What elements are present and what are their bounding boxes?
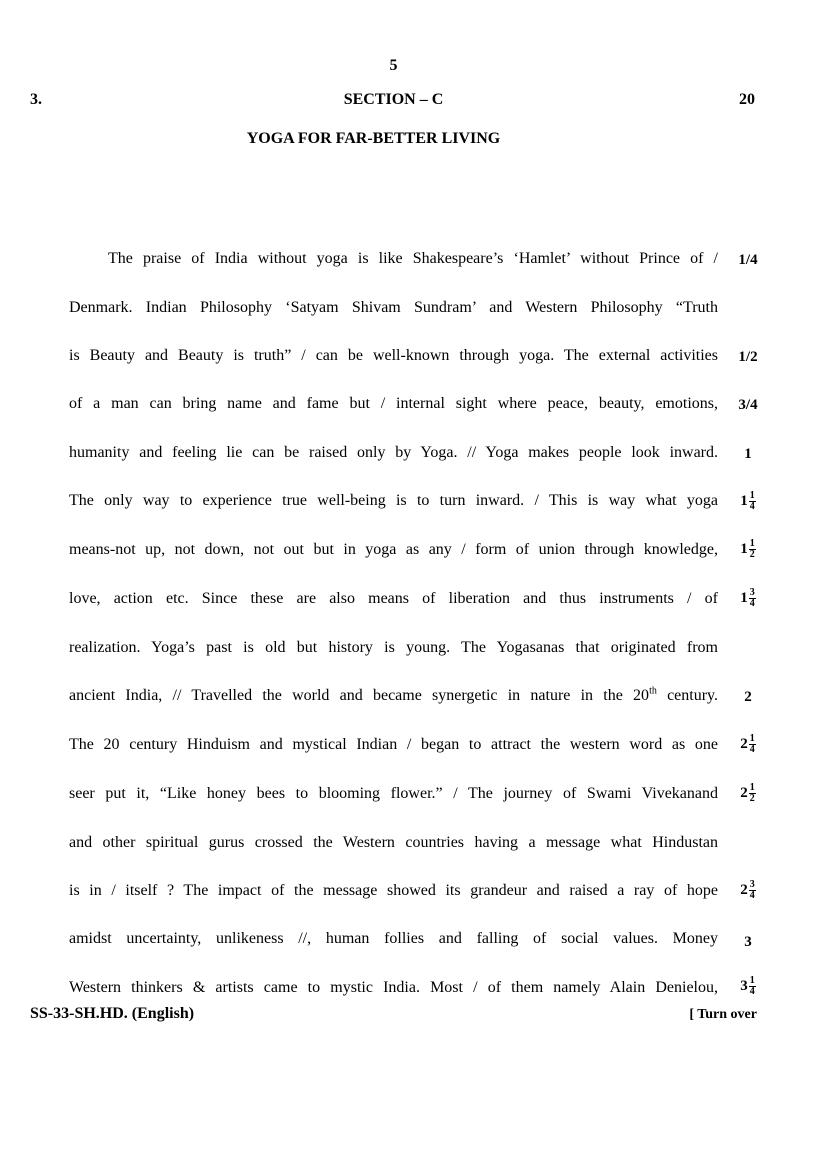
mark-4: 1 [744, 446, 752, 462]
mark-9: 2 $\frac{1}{4}$ [740, 733, 755, 756]
passage-line: Denmark. Indian Philosophy ‘Satyam Shivam Sundram’ and Western Philosophy “Truth [69, 299, 718, 316]
mark-10: 2 $\frac{1}{2}$ [740, 782, 755, 805]
passage-line: is in / itself ? The impact of the message showed its grandeur and raised a ray of hope [69, 882, 718, 899]
passage-line: love, action etc. Since these are also means of liberation and thus instruments / of [69, 590, 718, 607]
passage-line: humanity and feeling lie can be raised only by Yoga. // Yoga makes people look inward. [69, 444, 718, 461]
passage-line: realization. Yoga’s past is old but history is young. The Yogasanas that originated from [69, 639, 718, 656]
mark-1: 1/4 [738, 252, 758, 268]
passage-line [69, 686, 718, 706]
passage-line: Western thinkers & artists came to mystic India. Most / of them namely Alain Denielou, [69, 979, 718, 996]
question-number: 3. [30, 91, 42, 108]
mark-2: 1/2 [738, 349, 758, 365]
paper-code: SS-33-SH.HD. (English) [30, 1005, 195, 1022]
passage-line: means-not up, not down, not out but in yoga as any / form of union through knowledge, [69, 541, 718, 558]
mark-7: 1 $\frac{3}{4}$ [740, 587, 755, 610]
passage-line: is Beauty and Beauty is truth” / can be well-known through yoga. The external activities [69, 347, 718, 364]
passage-line: The 20 century Hinduism and mystical Indian / began to attract the western word as one [69, 736, 718, 753]
passage-line: amidst uncertainty, unlikeness //, human follies and falling of social values. Money [69, 930, 718, 947]
turn-over-note: [ Turn over [689, 1007, 757, 1022]
section-title: SECTION – C [343, 91, 444, 108]
passage-line: of a man can bring name and fame but / internal sight where peace, beauty, emotions, [69, 395, 718, 412]
passage-line-tail: century. [656, 687, 719, 704]
mark-13: 3 $\frac{1}{4}$ [740, 975, 755, 998]
page-number: 5 [389, 57, 398, 74]
marks-total: 20 [739, 91, 755, 108]
mark-12: 3 [744, 934, 752, 950]
passage-line: The praise of India without yoga is like Shakespeare’s ‘Hamlet’ without Prince of / [108, 250, 718, 267]
passage-line-text: ancient India, // Travelled the world and became synergetic in nature in the 20 [69, 687, 650, 704]
passage-line: and other spiritual gurus crossed the Western countries having a message what Hindustan [69, 834, 718, 851]
mark-6: 1 $\frac{1}{2}$ [740, 538, 755, 561]
mark-8: 2 [744, 689, 752, 705]
mark-3: 3/4 [738, 397, 758, 413]
mark-11: 2 $\frac{3}{4}$ [740, 879, 755, 902]
mark-5: 1 $\frac{1}{4}$ [740, 490, 755, 513]
passage-title: YOGA FOR FAR-BETTER LIVING [246, 130, 501, 147]
passage-line: The only way to experience true well-being is to turn inward. / This is way what yoga [69, 492, 718, 509]
ordinal-suffix: th [649, 685, 657, 697]
passage-line: seer put it, “Like honey bees to blooming flower.” / The journey of Swami Vivekanand [69, 785, 718, 802]
